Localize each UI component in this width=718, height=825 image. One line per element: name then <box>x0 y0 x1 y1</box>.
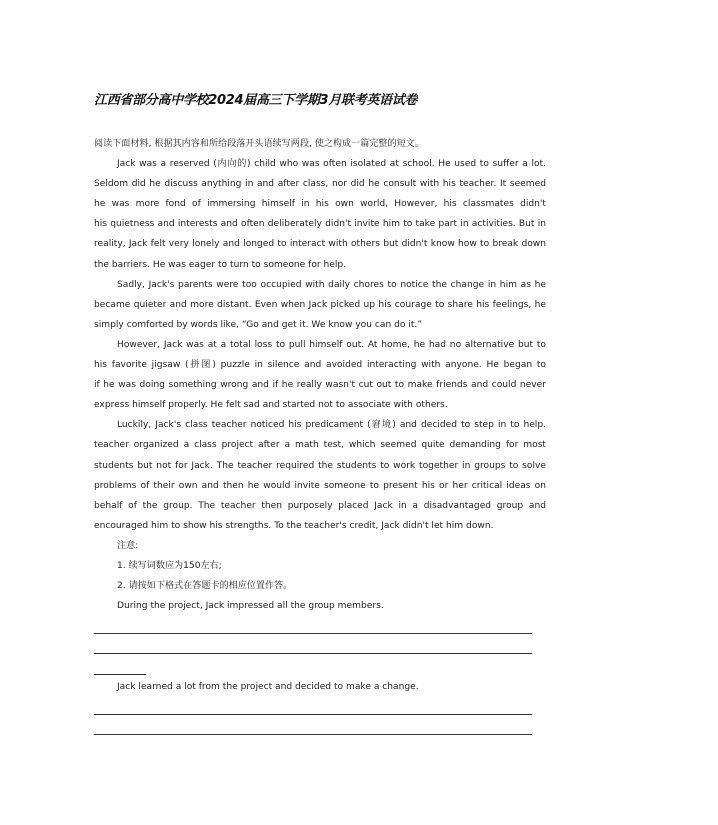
paragraph-4-line-5: behalf of the group. The teacher then purposely placed Jack in a disadvantaged group and <box>94 500 546 511</box>
answer-line <box>94 636 546 656</box>
answer-line <box>94 656 546 676</box>
answer-line <box>94 616 546 636</box>
paragraph-4-line-6: encouraged him to show his strengths. To the teacher's credit, Jack didn't let him down. <box>94 520 494 531</box>
paragraph-4-line-1: Luckily, Jack's class teacher noticed his predicament (窘境) and decided to step in to help. <box>117 420 546 431</box>
paragraph-3-line-3: if he was doing something wrong and if he really wasn't cut out to make friends and could never <box>94 380 546 391</box>
paragraph-4-line-3: students but not for Jack. The teacher required the students to work together in groups to solve <box>94 460 546 471</box>
instruction-text: 阅读下面材料, 根据其内容和所给段落开头语续写两段, 使之构成一篇完整的短文。 <box>94 139 424 149</box>
paragraph-3-line-4: express himself properly. He felt sad and started not to associate with others. <box>94 400 448 411</box>
paragraph-1-line-1: Jack was a reserved (内向的) child who was often isolated at school. He used to suffer a lot. <box>117 159 546 170</box>
answer-line <box>94 717 546 737</box>
document-title: 江西省部分高中学校2024届高三下学期3月联考英语试卷 <box>94 93 418 108</box>
paragraph-3-line-2: his favorite jigsaw (拼图) puzzle in silence and avoided interacting with anyone. He began to <box>94 360 546 371</box>
paragraph-1-line-2: Seldom did he discuss anything in and after class, nor did he consult with his teacher. It seemed <box>94 179 546 190</box>
paragraph-1-line-4: his quietness and interests and often deliberately didn't invite him to take part in activities. But in <box>94 219 546 230</box>
paragraph-2-line-1: Sadly, Jack's parents were too occupied with daily chores to notice the change in him as he <box>117 279 546 290</box>
answer-line <box>94 697 546 717</box>
notes-item-1: 1. 续写词数应为150左右; <box>117 560 222 571</box>
prompt-2: Jack learned a lot from the project and decided to make a change. <box>117 681 419 692</box>
paragraph-2-line-3: simply comforted by words like, “Go and get it. We know you can do it.” <box>94 319 423 330</box>
paragraph-1-line-5: reality, Jack felt very lonely and longed to interact with others but didn't know how to break down <box>94 239 546 250</box>
paragraph-4-line-4: problems of their own and then he would invite someone to present his or her critical ideas on <box>94 480 546 491</box>
paragraph-4-line-2: teacher organized a class project after a math test, which seemed quite demanding for most <box>94 440 546 451</box>
document-body <box>94 134 546 737</box>
paragraph-2-line-2: became quieter and more distant. Even when Jack picked up his courage to share his feelings, he <box>94 299 546 310</box>
paragraph-3-line-1: However, Jack was at a total loss to pull himself out. At home, he had no alternative but to <box>117 339 546 350</box>
paragraph-1-line-6: the barriers. He was eager to turn to someone for help. <box>94 259 347 270</box>
prompt-1: During the project, Jack impressed all the group members. <box>117 601 384 612</box>
paragraph-1-line-3: he was more fond of immersing himself in his own world, However, his classmates didn't <box>94 199 546 210</box>
notes-heading: 注意: <box>117 540 139 551</box>
notes-item-2: 2. 请按如下格式在答题卡的相应位置作答。 <box>117 581 293 592</box>
